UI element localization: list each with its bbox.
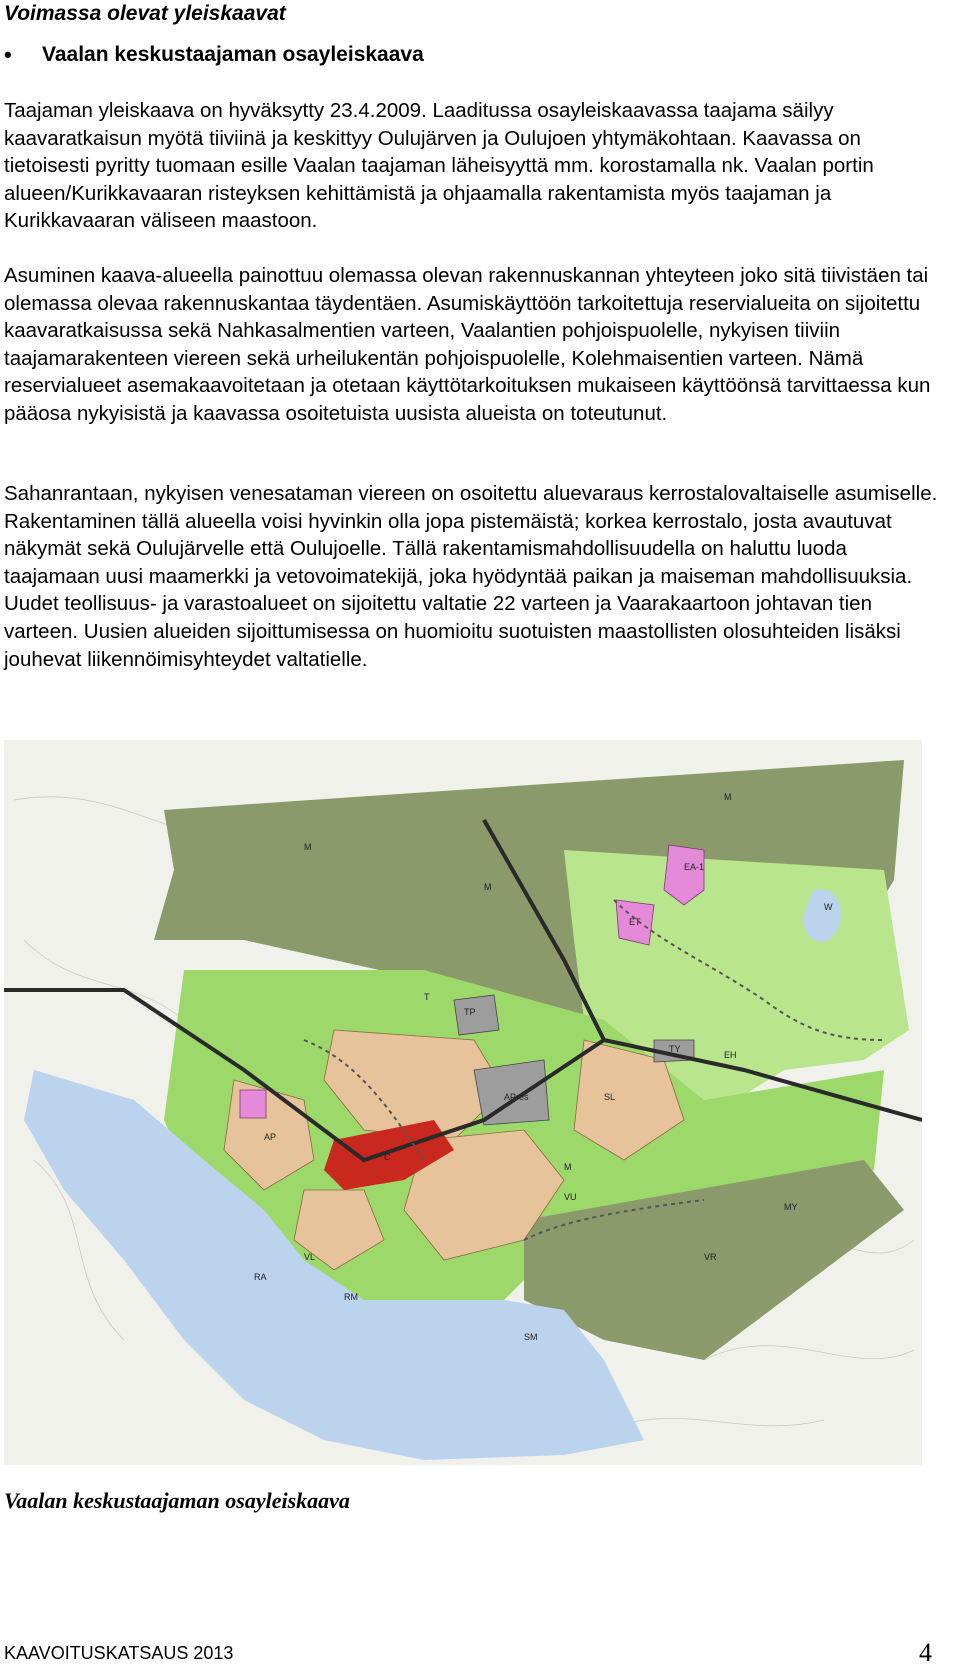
map-label: MY [784, 1202, 798, 1212]
bullet-item-text: Vaalan keskustaajaman osayleiskaava [42, 43, 424, 66]
map-label: W [824, 902, 833, 912]
map-label: T [424, 992, 430, 1002]
map-label: M [724, 792, 732, 802]
map-label: SL [604, 1092, 616, 1102]
map-label: C [384, 1152, 391, 1162]
map-label: VU [564, 1192, 577, 1202]
paragraph-3: Sahanrantaan, nykyisen venesataman viereen on osoitettu aluevaraus kerrostalovaltaiselle asumiselle. Rakentaminen tällä alueella voisi hyvinkin olla jopa pistemäistä; korkea kerrostalo, josta avautuvat näkymät sekä Oulujärvelle että Oulujoelle. Tällä rakentamismahdollisuudella on haluttu luoda taajamaan uusi maamerkki ja vetovoimatekijä, joka hyödyntää paikan ja maiseman mahdollisuuksia. Uudet teollisuus- ja varastoalueet on sijoitettu valtatie 22 varteen ja Vaarakaartoon johtavan tien varteen. Uusien alueiden sijoittumisessa on huomioitu suotuisten maastollisten olosuhteiden lisäksi jouhevat liikennöimisyhteydet valtatielle. [4, 482, 938, 671]
zoning-map-figure [4, 740, 922, 1465]
zoning-map [4, 740, 922, 1465]
map-label: RA [254, 1272, 267, 1282]
map-label: EH [724, 1050, 737, 1060]
map-label: EA-1 [684, 862, 705, 872]
paragraph-1: Taajaman yleiskaava on hyväksytty 23.4.2009. Laaditussa osayleiskaavassa taajama säilyy kaavaratkaisun myötä tiiviinä ja keskittyy Oulujärven ja Oulujoen yhtymäkohtaan. Kaavassa on tietoisesti pyritty tuomaan esille Vaalan taajaman läheisyyttä mm. korostamalla nk. Vaalan portin alueen/Kurikkavaaran risteyksen kehittämistä ja ohjaamalla rakentamista myös taajaman ja Kurikkavaaran väliseen maastoon. [4, 99, 874, 233]
bullet-icon: • [4, 42, 12, 67]
paragraph-2: Asuminen kaava-alueella painottuu olemassa olevan rakennuskannan yhteyteen joko sitä tiivistäen tai olemassa olevaa rakennuskantaa täydentäen. Asumiskäyttöön tarkoitettuja reservialueita on sijoitettu kaavaratkaisussa sekä Nahkasalmentien varteen, Vaalantien pohjoispuolelle, nykyisen tiiviin taajamarakenteen viereen sekä urheilukentän pohjoispuolelle, Kolehmaisentien varteen. Nämä reservialueet asemakaavoitetaan ja otetaan käyttötarkoituksen mukaiseen käyttöönsä tarvittaessa kun pääosa nykyisistä ja kaavassa osoitetuista uusista alueista on toteutunut. [4, 264, 931, 425]
map-label: AP [264, 1132, 277, 1142]
map-label: M [564, 1162, 572, 1172]
bullet-item [4, 42, 424, 68]
map-label: M [304, 842, 312, 852]
map-label: APres [504, 1092, 529, 1102]
figure-caption: Vaalan keskustaajaman osayleiskaava [4, 1488, 350, 1513]
footer-publication: KAAVOITUSKATSAUS 2013 [4, 1643, 234, 1663]
map-label: M [484, 882, 492, 892]
map-label: SM [524, 1332, 538, 1342]
map-label: ET [629, 917, 641, 927]
section-title: Voimassa olevat yleiskaavat [4, 2, 286, 25]
map-label: TY [669, 1044, 681, 1054]
map-label: TP [464, 1007, 476, 1017]
page-number: 4 [919, 1638, 932, 1667]
map-label: RM [344, 1292, 358, 1302]
map-label: VL [304, 1252, 316, 1262]
map-label: VR [704, 1252, 717, 1262]
